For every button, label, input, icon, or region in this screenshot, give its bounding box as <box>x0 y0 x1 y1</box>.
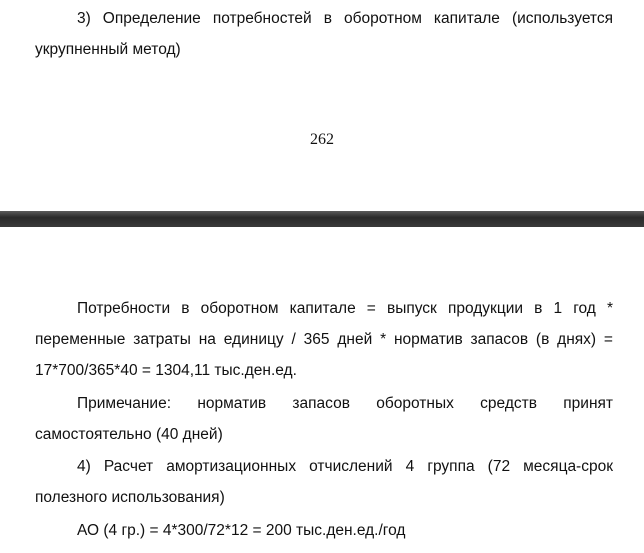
item-3-line-1: 3) Определение потребностей в оборотном капитале (используется <box>77 10 613 27</box>
item-3-line-2: укрупненный метод) <box>35 41 181 58</box>
item-4-paragraph <box>35 451 613 513</box>
page-number: 262 <box>310 131 334 148</box>
item-4-line-1: 4) Расчет амортизационных отчислений 4 группа (72 месяца-срок <box>77 458 613 475</box>
item-4-line-2: полезного использования) <box>35 489 225 506</box>
page-top <box>0 0 644 211</box>
formula-paragraph <box>35 293 613 386</box>
item-3-paragraph <box>35 3 613 65</box>
note-paragraph <box>35 388 613 450</box>
page-bottom <box>0 227 644 553</box>
formula-line-2: переменные затраты на единицу / 365 дней * норматив запасов (в днях) = <box>35 331 613 348</box>
formula-line-3: 17*700/365*40 = 1304,11 тыс.ден.ед. <box>35 362 297 379</box>
note-line-2: самостоятельно (40 дней) <box>35 426 223 443</box>
page-separator <box>0 211 644 227</box>
ao-paragraph <box>35 515 613 546</box>
formula-line-1: Потребности в оборотном капитале = выпуск продукции в 1 год * <box>77 300 613 317</box>
note-line-1: Примечание: норматив запасов оборотных средств принят <box>77 395 613 412</box>
ao-formula-line: АО (4 гр.) = 4*300/72*12 = 200 тыс.ден.ед./год <box>77 522 406 539</box>
